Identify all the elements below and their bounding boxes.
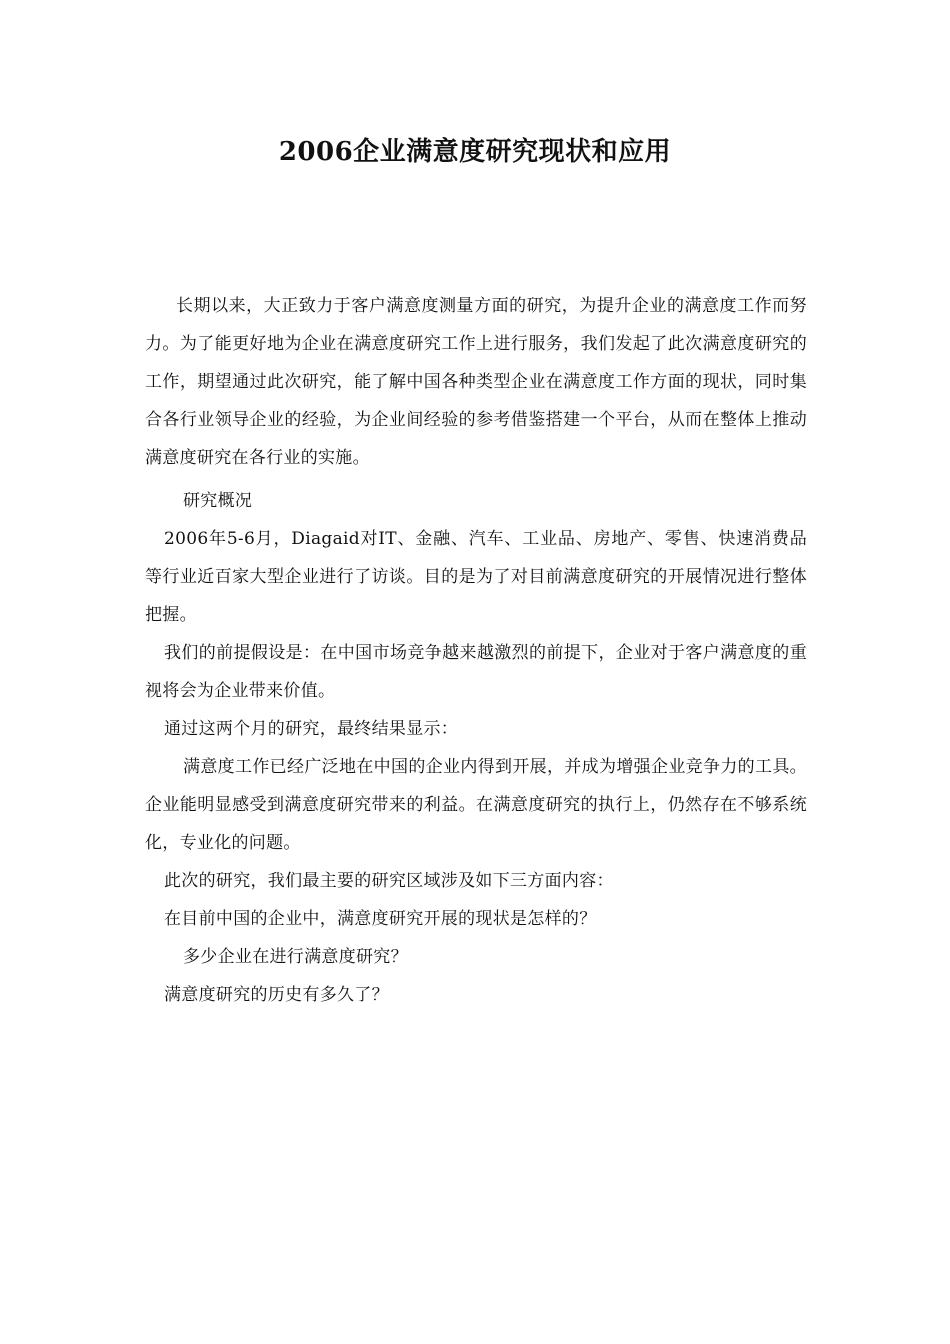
- research-areas-paragraph: 此次的研究，我们最主要的研究区域涉及如下三方面内容：: [164, 871, 614, 891]
- hypothesis-paragraph: 我们的前提假设是：在中国市场竞争越来越激烈的前提下，企业对于客户满意度的重视将会为企业带来价值。: [145, 643, 807, 701]
- research-overview-paragraph: 2006年5-6月，Diagaid对IT、金融、汽车、工业品、房地产、零售、快速消费品等行业近百家大型企业进行了访谈。目的是为了对目前满意度研究的开展情况进行整体把握。: [145, 529, 807, 625]
- intro-paragraph: 长期以来，大正致力于客户满意度测量方面的研究，为提升企业的满意度工作而努力。为了能更好地为企业在满意度研究工作上进行服务，我们发起了此次满意度研究的工作，期望通过此次研究，能了解中国各种类型企业在满意度工作方面的现状，同时集合各行业领导企业的经验，为企业间经验的参考借鉴搭建一个平台，从而在整体上推动满意度研究在各行业的实施。: [145, 296, 807, 468]
- question-research-history: 满意度研究的历史有多久了？: [164, 985, 389, 1005]
- question-current-status: 在目前中国的企业中，满意度研究开展的现状是怎样的？: [164, 909, 597, 929]
- section-heading-research-overview: 研究概况: [183, 491, 253, 511]
- results-paragraph: 满意度工作已经广泛地在中国的企业内得到开展，并成为增强企业竞争力的工具。企业能明显感受到满意度研究带来的利益。在满意度研究的执行上，仍然存在不够系统化，专业化的问题。: [145, 757, 807, 853]
- results-intro-paragraph: 通过这两个月的研究，最终结果显示：: [164, 719, 459, 739]
- question-how-many-companies: 多少企业在进行满意度研究？: [183, 947, 408, 967]
- document-title: 2006企业满意度研究现状和应用: [278, 137, 672, 167]
- document-body: [145, 287, 807, 1014]
